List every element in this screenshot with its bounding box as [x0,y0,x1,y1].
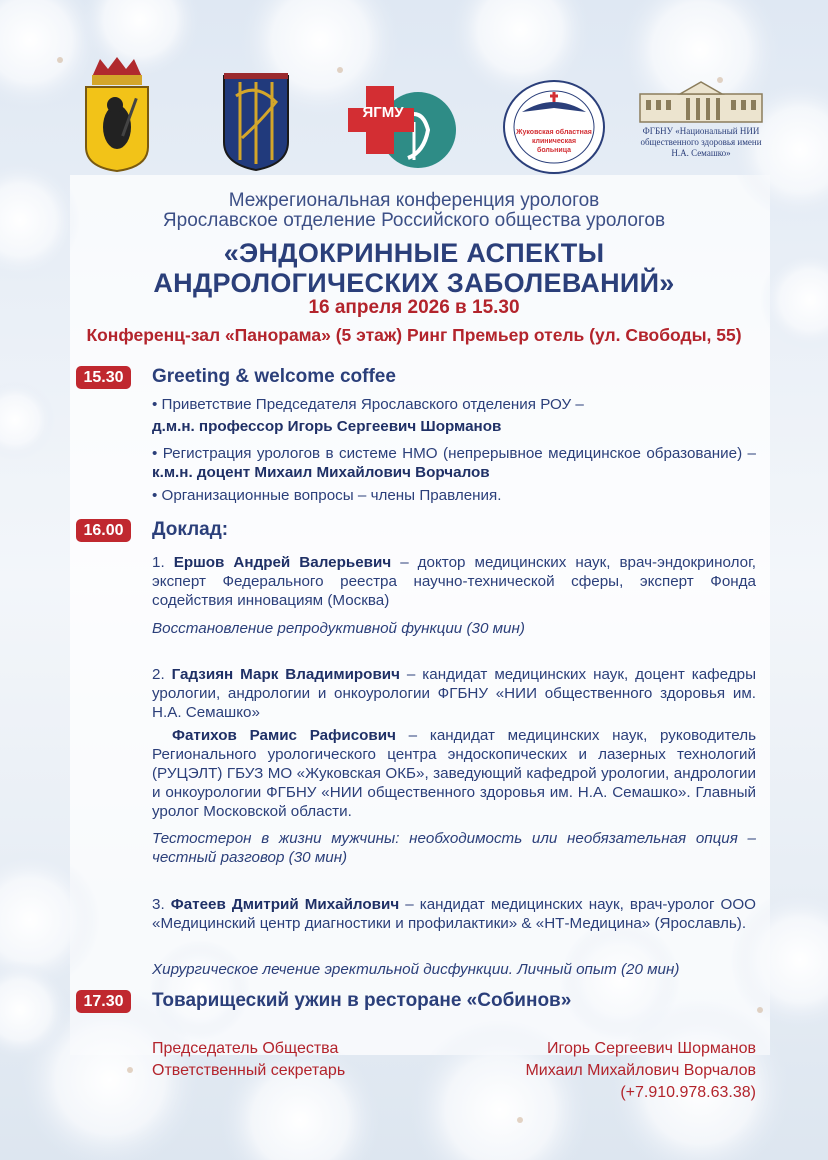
organizational-bullet: • Организационные вопросы – члены Правления. [152,487,502,504]
report-number: 1. [152,554,165,571]
speaker-name: Ершов Андрей Валерьевич [173,554,392,571]
role-secretary: Ответственный секретарь [152,1062,346,1079]
zhukovsky-shape [502,78,606,176]
greeting-bullet [152,395,756,436]
speaker-name: Гадзиян Марк Владимирович [171,666,400,683]
report-topic: Тестостерон в жизни мужчины: необходимость или необязательная опция – честный разговор (30 мин) [152,830,756,866]
yagmu-logo [348,82,462,174]
section-heading: Greeting & welcome coffee [152,366,396,387]
rou-emblem-logo [220,72,292,172]
time-badge: 15.30 [76,366,131,389]
report-3 [152,895,756,933]
report-topic: Восстановление репродуктивной функции (30 мин) [152,620,525,637]
organizer-line: Ярославское отделение Российского общества урологов [162,210,666,231]
speaker-name: Фатеев Дмитрий Михайлович [170,896,400,913]
footer-names [400,1038,756,1104]
report-topic: Хирургическое лечение эректильной дисфункции. Личный опыт (20 мин) [152,961,680,978]
speaker-name: Фатихов Рамис Рафисович [172,727,396,744]
title-line-1: «ЭНДОКРИННЫЕ АСПЕКТЫ [223,238,605,268]
chairman-name: д.м.н. профессор Игорь Сергеевич Шорманов [152,418,502,435]
report-number: 3. [152,896,165,913]
speaker-description: – кандидат медицинских наук, доцент кафедры урологии, андрологии и онкоурологии ФГБНУ «НИИ общественного здоровья им. Н.А. Семашко» [152,666,756,721]
speaker-description: – доктор медицинских наук, врач-эндокринолог, эксперт Федерального реестра научно-технической сферы, эксперт Фонда содействия инновациям (Москва) [152,554,756,609]
section-heading: Доклад: [152,519,229,540]
title-line-2: АНДРОЛОГИЧЕСКИХ ЗАБОЛЕВАНИЙ» [153,268,675,298]
bullet-text: • Регистрация урологов в системе НМО (непрерывное медицинское образование) – [152,445,756,462]
section-heading: Товарищеский ужин в ресторане «Собинов» [152,990,572,1011]
time-badge: 16.00 [76,519,131,542]
yagmu-shape [348,82,462,174]
nii-caption: ФГБНУ «Национальный НИИ общественного здоровья имени Н.А. Семашко» [640,126,762,158]
chairman-name: Игорь Сергеевич Шорманов [546,1040,756,1057]
nii-semashko-logo [636,80,766,180]
role-chairman: Председатель Общества [152,1040,339,1057]
event-venue: Конференц-зал «Панорама» (5 этаж) Ринг Премьер отель (ул. Свободы, 55) [86,325,742,345]
bullet-text: • Приветствие Председателя Ярославского отделения РОУ – [152,396,584,413]
speaker-description: – кандидат медицинских наук, руководитель Регионального урологического центра эндоскопических и лазерных технологий (РУЦЭЛТ) ГБУЗ МО «Жуковская ОКБ», заведующий кафедрой урологии, андрологии и онкоурологии ФГБНУ «НИИ общественного здоровья им. Н.А. Семашко». Главный уролог Московской области. [152,727,756,820]
report-2 [152,665,756,722]
report-2-co-speaker [152,726,756,821]
conference-subtitle: Межрегиональная конференция урологов [228,190,600,211]
coat-of-arms-logo [82,55,152,173]
conference-title [40,238,788,298]
report-1 [152,553,756,610]
zhukovsky-hospital-logo [502,78,606,176]
logo-row [0,0,828,185]
time-badge: 17.30 [76,990,131,1013]
speaker-description: – кандидат медицинских наук, врач-уролог ООО «Медицинский центр диагностики и профилактики» & «НТ-Медицина» (Ярославль). [152,896,756,932]
registration-bullet [152,444,756,482]
secretary-name: Михаил Михайлович Ворчалов [525,1062,756,1079]
footer-roles [152,1038,345,1082]
nii-building-icon [636,80,766,124]
rou-emblem-text [180,180,199,181]
zhukovsky-text: Жуковская областная клиническая больница [516,129,592,154]
secretary-phone: (+7.910.978.63.38) [620,1084,756,1101]
event-date: 16 апреля 2026 в 15.30 [308,297,520,318]
yagmu-text: ЯГМУ [362,104,404,121]
secretary-name: к.м.н. доцент Михаил Михайлович Ворчалов [152,464,490,481]
report-number: 2. [152,666,165,683]
